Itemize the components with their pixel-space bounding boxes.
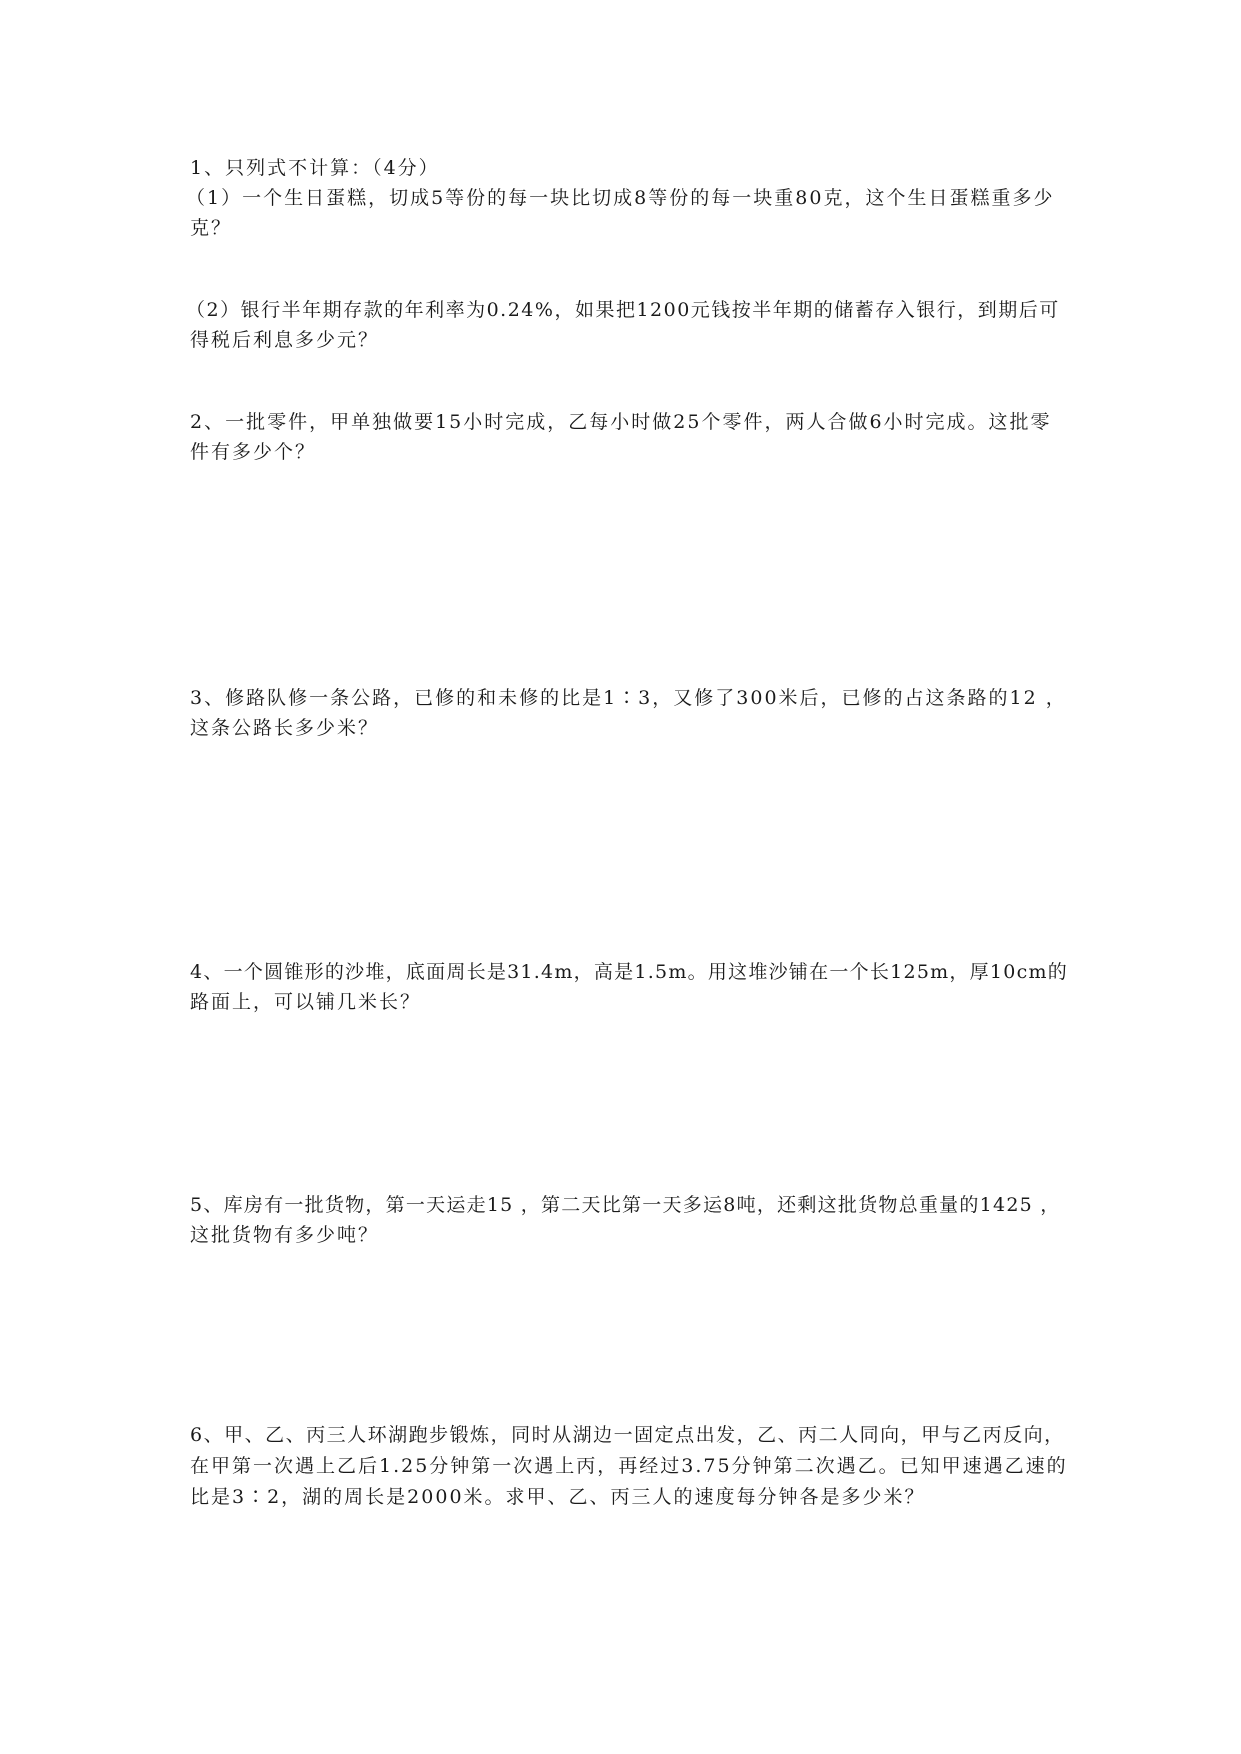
q2-line2: 件有多少个？	[190, 441, 317, 463]
q5-line1: 5、库房有一批货物，第一天运走15 ，第二天比第一天多运8吨，还剩这批货物总重量的1425 ，	[190, 1194, 1061, 1216]
q3-line1: 3、修路队修一条公路，已修的和未修的比是1∶3，又修了300米后，已修的占这条路的12 ，	[190, 687, 1067, 709]
q1-sub2-line2: 得税后利息多少元？	[190, 329, 380, 351]
q5-line2: 这批货物有多少吨？	[190, 1224, 380, 1246]
q1-sub2-line1: （2）银行半年期存款的年利率为0.24%，如果把1200元钱按半年期的储蓄存入银行，到期后可	[186, 299, 1060, 321]
q6-line2: 在甲第一次遇上乙后1.25分钟第一次遇上丙，再经过3.75分钟第二次遇乙。已知甲速遇乙速的	[190, 1455, 1068, 1477]
q4-line1: 4、一个圆锥形的沙堆，底面周长是31.4m，高是1.5m。用这堆沙铺在一个长125m，厚10cm的	[190, 961, 1069, 983]
q6-line3: 比是3∶2，湖的周长是2000米。求甲、乙、丙三人的速度每分钟各是多少米？	[190, 1486, 926, 1508]
q1-heading: 1、只列式不计算：（4分）	[190, 157, 440, 179]
q1-sub1-line2: 克？	[190, 217, 233, 239]
q2-line1: 2、一批零件，甲单独做要15小时完成，乙每小时做25个零件，两人合做6小时完成。这批零	[190, 411, 1052, 433]
q1-sub1-line1: （1）一个生日蛋糕，切成5等份的每一块比切成8等份的每一块重80克，这个生日蛋糕重多少	[186, 187, 1055, 209]
q6-line1: 6、甲、乙、丙三人环湖跑步锻炼，同时从湖边一固定点出发，乙、丙二人同向，甲与乙丙反向，	[190, 1424, 1065, 1446]
q3-line2: 这条公路长多少米？	[190, 717, 380, 739]
q4-line2: 路面上，可以铺几米长？	[190, 991, 422, 1013]
